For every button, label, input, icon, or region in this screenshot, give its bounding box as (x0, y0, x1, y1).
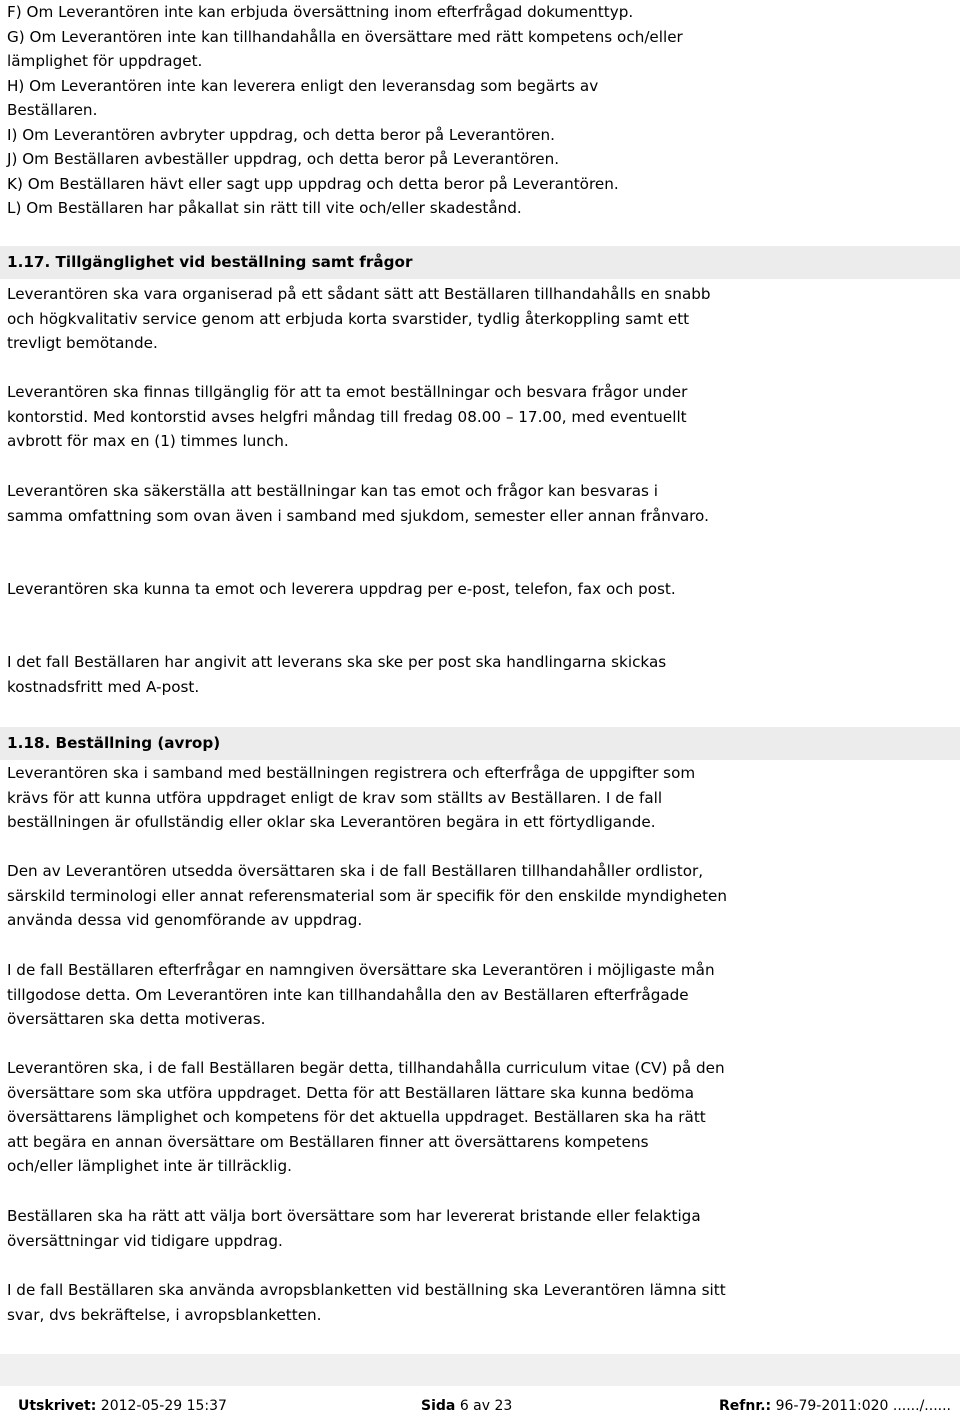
list-item: J) Om Beställaren avbeställer uppdrag, och detta beror på Leverantören. (7, 150, 560, 168)
text-line: tillgodose detta. Om Leverantören inte kan tillhandahålla den av Beställaren efterfrågade (7, 985, 689, 1004)
text-line: översättaren ska detta motiveras. (7, 1010, 266, 1028)
paragraph (7, 859, 952, 933)
text-line: Leverantören ska finnas tillgänglig för att ta emot beställningar och besvara frågor under (7, 383, 688, 401)
list-item: Beställaren. (7, 101, 98, 119)
printed-label: Utskrivet: (18, 1398, 97, 1414)
text-line: krävs för att kunna utföra uppdraget enligt de krav som ställts av Beställaren. I de fall (7, 788, 663, 807)
list-item: K) Om Beställaren hävt eller sagt upp uppdrag och detta beror på Leverantören. (7, 174, 619, 193)
paragraph (7, 1204, 952, 1253)
text-line: I de fall Beställaren efterfrågar en namngiven översättare ska Leverantören i möjligaste mån (7, 961, 715, 979)
page-value: 6 av 23 (459, 1398, 513, 1414)
paragraph (7, 479, 952, 528)
paragraph (7, 380, 952, 454)
section-heading-bar (0, 246, 960, 279)
text-line: och högkvalitativ service genom att erbjuda korta svarstider, tydlig återkoppling samt ett (7, 309, 690, 328)
text-line: beställningen är ofullständig eller oklar ska Leverantören begära in ett förtydligande. (7, 813, 656, 831)
text-line: Leverantören ska vara organiserad på ett sådant sätt att Beställaren tillhandahålls en snabb (7, 285, 711, 303)
text-line: och/eller lämplighet inte är tillräcklig. (7, 1157, 292, 1175)
list-item: L) Om Beställaren har påkallat sin rätt till vite och/eller skadestånd. (7, 199, 522, 217)
section-heading: 1.17. Tillgänglighet vid beställning samt frågor (7, 253, 413, 271)
text-line: Den av Leverantören utsedda översättaren ska i de fall Beställaren tillhandahåller ordlistor, (7, 862, 704, 880)
list-item: F) Om Leverantören inte kan erbjuda översättning inom efterfrågad dokumenttyp. (7, 3, 634, 21)
text-line: Beställaren ska ha rätt att välja bort översättare som har levererat bristande eller felaktiga (7, 1207, 701, 1225)
list-item: G) Om Leverantören inte kan tillhandahålla en översättare med rätt kompetens och/eller (7, 27, 683, 46)
section-heading-bar (0, 727, 960, 760)
text-line: avbrott för max en (1) timmes lunch. (7, 432, 289, 450)
list-item: H) Om Leverantören inte kan leverera enligt den leveransdag som begärts av (7, 76, 599, 95)
paragraph (7, 1278, 952, 1327)
text-line: Leverantören ska i samband med beställningen registrera och efterfråga de uppgifter som (7, 764, 696, 782)
ref-label: Refnr.: (719, 1398, 772, 1414)
paragraph (7, 282, 952, 356)
text-line: använda dessa vid genomförande av uppdrag. (7, 911, 363, 929)
ref-value: 96-79-2011:020 ....../...... (775, 1398, 951, 1414)
text-line: I det fall Beställaren har angivit att leverans ska ske per post ska handlingarna skickas (7, 653, 667, 671)
text-line: Leverantören ska, i de fall Beställaren begär detta, tillhandahålla curriculum vitae (CV) på den (7, 1059, 725, 1077)
paragraph (7, 1056, 952, 1179)
text-line: kontorstid. Med kontorstid avses helgfri måndag till fredag 08.00 – 17.00, med eventuellt (7, 407, 687, 426)
text-line: kostnadsfritt med A-post. (7, 677, 200, 696)
text-line: Leverantören ska säkerställa att beställningar kan tas emot och frågor kan besvaras i (7, 482, 659, 500)
printed-value: 2012-05-29 15:37 (100, 1398, 227, 1414)
text-line: översättarens lämplighet och kompetens för det aktuella uppdraget. Beställaren ska ha rätt (7, 1108, 706, 1126)
text-line: samma omfattning som ovan även i samband med sjukdom, semester eller annan frånvaro. (7, 506, 709, 525)
text-line: I de fall Beställaren ska använda avropsblanketten vid beställning ska Leverantören lämna sitt (7, 1281, 726, 1299)
page-number (421, 1396, 512, 1416)
reference-number (719, 1396, 951, 1416)
paragraph (7, 761, 952, 835)
text-line: särskild terminologi eller annat referensmaterial som är specifik för den enskilde myndigheten (7, 886, 728, 905)
text-line: trevligt bemötande. (7, 334, 158, 352)
text-line: översättare som ska utföra uppdraget. Detta för att Beställaren lättare ska kunna bedöma (7, 1083, 695, 1102)
printed-date (18, 1396, 227, 1416)
text-line: översättningar vid tidigare uppdrag. (7, 1231, 283, 1250)
list-item: lämplighet för uppdraget. (7, 52, 203, 70)
text-line: svar, dvs bekräftelse, i avropsblanketten. (7, 1305, 322, 1324)
text-line: Leverantören ska kunna ta emot och leverera uppdrag per e-post, telefon, fax och post. (7, 580, 676, 598)
paragraph (7, 958, 952, 1032)
paragraph (7, 577, 952, 602)
termination-list (7, 0, 952, 221)
text-line: att begära en annan översättare om Beställaren finner att översättarens kompetens (7, 1132, 649, 1151)
page-footer (0, 1396, 960, 1416)
page-label: Sida (421, 1398, 456, 1414)
list-item: I) Om Leverantören avbryter uppdrag, och detta beror på Leverantören. (7, 125, 555, 144)
footer-bar (0, 1354, 960, 1386)
paragraph (7, 650, 952, 699)
section-heading: 1.18. Beställning (avrop) (7, 734, 221, 752)
